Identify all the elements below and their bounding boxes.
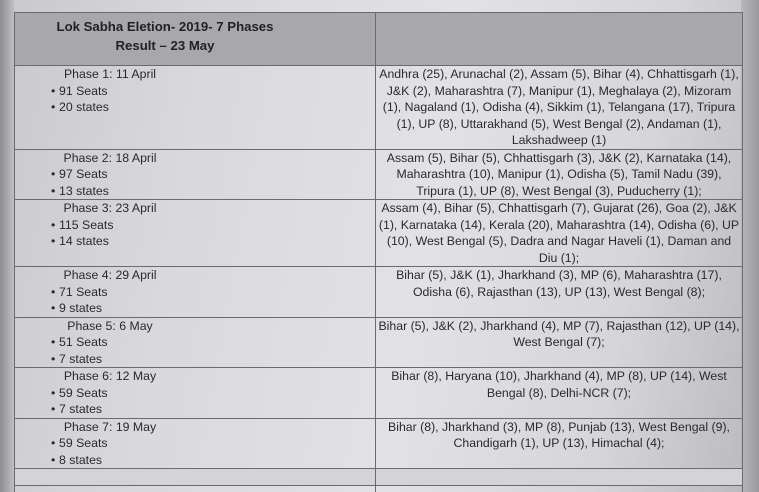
phase-name: Phase 4: 29 April: [63, 268, 157, 282]
seats-item: • 71 Seats: [51, 284, 108, 299]
empty-cell: [376, 486, 743, 492]
table-row: [15, 368, 743, 419]
constituency-list: Assam (5), Bihar (5), Chhattisgarh (3), J&K (2), Karnataka (14), Maharashtra (10), Manipur (1), Odisha (5), Tamil Nadu (39), Tripura (1), UP (8), West Bengal (3), Puducherry (1);: [376, 149, 743, 200]
phase-name: Phase 5: 6 May: [67, 318, 153, 333]
states-item: • 7 states: [51, 351, 103, 366]
phase-cell: [15, 317, 376, 368]
table-row: [15, 317, 743, 368]
sheet-shadow-left: [0, 0, 14, 492]
seats-item: • 59 Seats: [51, 436, 108, 450]
constituency-list: Bihar (8), Haryana (10), Jharkhand (4), MP (8), UP (14), West Bengal (8), Delhi-NCR (7);: [376, 368, 743, 419]
phase-cell: [15, 418, 376, 469]
constituency-list: Andhra (25), Arunachal (2), Assam (5), Bihar (4), Chhattisgarh (1), J&K (2), Maharashtra (7), Manipur (1), Meghalaya (2), Mizoram (1), Nagaland (1), Odisha (4), Sikkim (1), Telangana (17), Tripura (1), UP (8), Uttarakhand (5), West Bengal (2), Andaman (1), Lakshadweep (1): [376, 66, 743, 150]
table-header-row: [15, 13, 743, 66]
seats-item: • 115 Seats: [51, 217, 114, 232]
empty-cell: [15, 486, 376, 492]
phase-cell: [15, 368, 376, 419]
phase-cell: [15, 200, 376, 267]
phase-name: Phase 6: 12 May: [63, 369, 157, 383]
phase-cell: [15, 66, 376, 150]
states-item: • 9 states: [51, 301, 103, 315]
seats-item: • 51 Seats: [51, 335, 108, 349]
constituency-list: Bihar (8), Jharkhand (3), MP (8), Punjab (13), West Bengal (9), Chandigarh (1), UP (13), Himachal (4);: [376, 418, 743, 469]
phase-name: Phase 7: 19 May: [63, 419, 157, 434]
states-item: • 13 states: [51, 183, 109, 198]
empty-cell: [15, 469, 376, 486]
phase-name: Phase 3: 23 April: [63, 201, 157, 215]
table-row: [15, 200, 743, 267]
states-item: • 7 states: [51, 402, 103, 416]
constituency-list: Bihar (5), J&K (2), Jharkhand (4), MP (7), Rajasthan (12), UP (14), West Bengal (7);: [376, 317, 743, 368]
seats-item: • 59 Seats: [51, 385, 108, 400]
sheet-shadow-right: [741, 0, 759, 492]
phase-name: Phase 1: 11 April: [63, 67, 157, 81]
empty-row: [15, 469, 743, 486]
empty-row: [15, 486, 743, 492]
seats-item: • 97 Seats: [51, 167, 108, 181]
seats-item: • 91 Seats: [51, 83, 108, 98]
table-row: [15, 267, 743, 318]
states-item: • 20 states: [51, 100, 109, 114]
constituency-list: Assam (4), Bihar (5), Chhattisgarh (7), Gujarat (26), Goa (2), J&K (1), Karnataka (14), Kerala (20), Maharashtra (14), Odisha (6), UP (10), West Bengal (5), Dadra and Nagar Haveli (1), Daman and Diu (1);: [376, 200, 743, 267]
empty-cell: [376, 469, 743, 486]
table-row: [15, 418, 743, 469]
constituency-list: Bihar (5), J&K (1), Jharkhand (3), MP (6), Maharashtra (17), Odisha (6), Rajasthan (13), UP (13), West Bengal (8);: [376, 267, 743, 318]
phase-cell: [15, 267, 376, 318]
table-title: Lok Sabha Eletion- 2019- 7 Phases: [56, 19, 274, 34]
election-table: [14, 12, 743, 492]
states-item: • 8 states: [51, 452, 103, 467]
header-empty-cell: [376, 13, 743, 66]
table-row: [15, 149, 743, 200]
table-row: [15, 66, 743, 150]
phase-cell: [15, 149, 376, 200]
table-subtitle: Result – 23 May: [115, 38, 215, 53]
header-title-cell: [15, 13, 376, 66]
phase-name: Phase 2: 18 April: [63, 150, 157, 165]
states-item: • 14 states: [51, 234, 109, 248]
